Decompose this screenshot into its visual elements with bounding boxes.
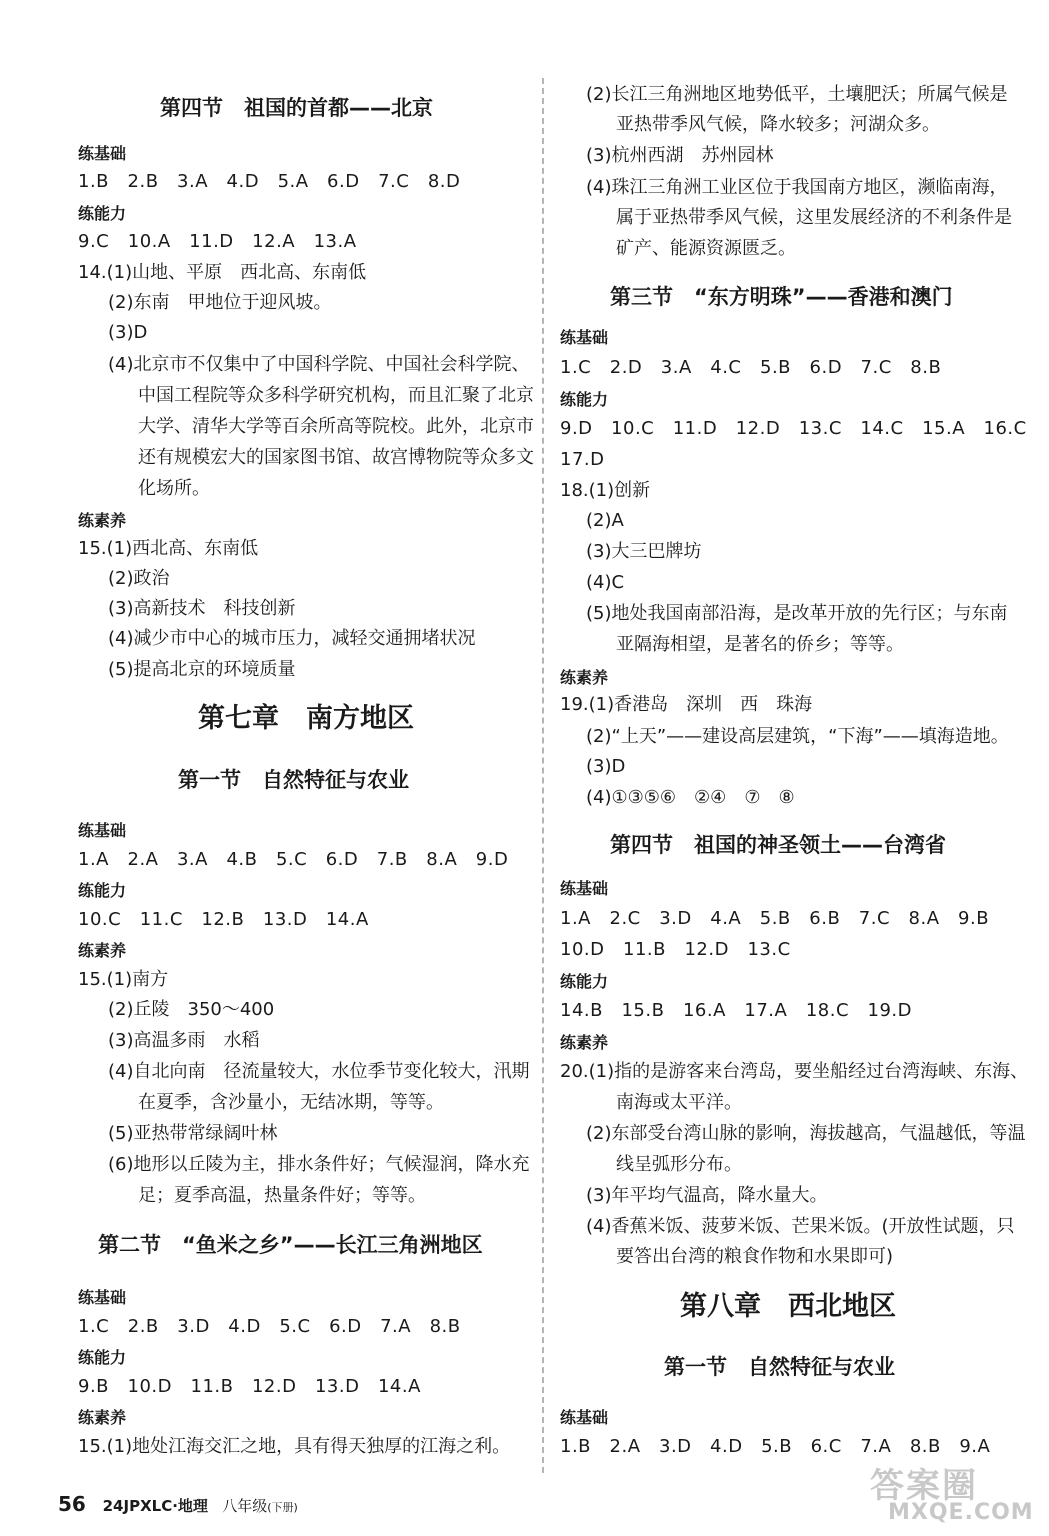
exercise-label: 练素养: [78, 511, 127, 530]
answer-line: (2)A: [586, 510, 624, 531]
answer-line: (4)自北向南 径流量较大，水位季节变化较大，汛期: [108, 1061, 530, 1082]
answer-line: 大学、清华大学等百余所高等院校。此外，北京市: [138, 416, 534, 437]
section-title: 第一节 自然特征与农业: [178, 768, 409, 792]
answer-line: 10.C 11.C 12.B 13.D 14.A: [78, 909, 369, 930]
answer-line: 1.A 2.C 3.D 4.A 5.B 6.B 7.C 8.A 9.B: [560, 908, 990, 929]
exercise-label: 练基础: [560, 328, 609, 347]
answer-line: (5)提高北京的环境质量: [108, 659, 296, 680]
exercise-label: 练能力: [560, 390, 609, 409]
answer-line: 在夏季，含沙量小，无结冰期，等等。: [138, 1092, 444, 1113]
exercise-label: 练素养: [560, 668, 609, 687]
answer-line: (2)政治: [108, 568, 170, 589]
exercise-label: 练能力: [78, 204, 127, 223]
answer-line: 1.A 2.A 3.A 4.B 5.C 6.D 7.B 8.A 9.D: [78, 849, 509, 870]
answer-line: (3)高新技术 科技创新: [108, 598, 296, 619]
answer-line: (5)亚热带常绿阔叶林: [108, 1123, 278, 1144]
answer-line: 亚隔海相望，是著名的侨乡；等等。: [616, 634, 904, 655]
answer-line: 属于亚热带季风气候，这里发展经济的不利条件是: [616, 207, 1012, 228]
answer-line: 9.D 10.C 11.D 12.D 13.C 14.C 15.A 16.C: [560, 418, 1027, 439]
answer-line: 19.(1)香港岛 深圳 西 珠海: [560, 694, 813, 715]
exercise-label: 练基础: [78, 144, 127, 163]
answer-line: 1.B 2.A 3.D 4.D 5.B 6.C 7.A 8.B 9.A: [560, 1436, 991, 1457]
answer-line: 要答出台湾的粮食作物和水果即可): [616, 1246, 894, 1267]
book-code: 24JPXLC·地理: [102, 1497, 208, 1515]
answer-line: 化场所。: [138, 478, 210, 499]
section-title: 第四节 祖国的神圣领土——台湾省: [610, 833, 946, 857]
answer-line: (4)C: [586, 572, 625, 593]
answer-line: (6)地形以丘陵为主，排水条件好；气候湿润，降水充: [108, 1154, 530, 1175]
answer-line: 9.C 10.A 11.D 12.A 13.A: [78, 231, 357, 252]
exercise-label: 练素养: [78, 1408, 127, 1427]
section-title: 第一节 自然特征与农业: [664, 1355, 895, 1379]
answer-line: 15.(1)地处江海交汇之地，具有得天独厚的江海之利。: [78, 1436, 511, 1457]
exercise-label: 练素养: [560, 1033, 609, 1052]
answer-line: 1.C 2.B 3.D 4.D 5.C 6.D 7.A 8.B: [78, 1316, 461, 1337]
answer-line: (2)丘陵 350～400: [108, 999, 275, 1020]
answer-line: (4)香蕉米饭、菠萝米饭、芒果米饭。(开放性试题，只: [586, 1216, 1015, 1237]
answer-line: (4)减少市中心的城市压力，减轻交通拥堵状况: [108, 628, 476, 649]
answer-line: 1.C 2.D 3.A 4.C 5.B 6.D 7.C 8.B: [560, 357, 942, 378]
answer-line: 14.(1)山地、平原 西北高、东南低: [78, 262, 367, 283]
answer-line: 18.(1)创新: [560, 480, 651, 501]
section-title: 第二节 “鱼米之乡”——长江三角洲地区: [98, 1233, 483, 1257]
answer-line: (2)“上天”——建设高层建筑，“下海”——填海造地。: [586, 726, 1009, 747]
page-footer: [58, 1492, 298, 1516]
watermark-text: 答案圈: [870, 1466, 978, 1506]
column-divider: [542, 78, 544, 1473]
answer-line: 15.(1)南方: [78, 969, 169, 990]
answer-line: (5)地处我国南部沿海，是改革开放的先行区；与东南: [586, 603, 1008, 624]
exercise-label: 练基础: [560, 1408, 609, 1427]
answer-line: 足；夏季高温，热量条件好；等等。: [138, 1185, 426, 1206]
exercise-label: 练基础: [78, 1288, 127, 1307]
answer-line: (3)大三巴牌坊: [586, 541, 702, 562]
answer-line: 14.B 15.B 16.A 17.A 18.C 19.D: [560, 1000, 913, 1021]
answer-line: 矿产、能源资源匮乏。: [616, 238, 796, 259]
section-title: 第四节 祖国的首都——北京: [160, 96, 433, 120]
watermark-domain: MXQE.COM: [888, 1500, 1034, 1525]
answer-line: 南海或太平洋。: [616, 1092, 742, 1113]
exercise-label: 练能力: [78, 881, 127, 900]
chapter-title: 第八章 西北地区: [680, 1291, 896, 1322]
answer-line: 1.B 2.B 3.A 4.D 5.A 6.D 7.C 8.D: [78, 171, 461, 192]
answer-line: (3)D: [586, 756, 626, 777]
answer-line: (4)珠江三角洲工业区位于我国南方地区，濒临南海，: [586, 177, 1008, 198]
answer-line: (3)高温多雨 水稻: [108, 1030, 260, 1051]
answer-line: 中国工程院等众多科学研究机构，而且汇聚了北京: [138, 385, 534, 406]
answer-line: (2)东部受台湾山脉的影响，海拔越高，气温越低，等温: [586, 1123, 1026, 1144]
answer-line: (3)杭州西湖 苏州园林: [586, 145, 774, 166]
grade-label: 八年级: [222, 1497, 268, 1515]
answer-line: 15.(1)西北高、东南低: [78, 538, 259, 559]
answer-line: 10.D 11.B 12.D 13.C: [560, 939, 791, 960]
volume-label: (下册): [267, 1501, 298, 1514]
answer-line: 还有规模宏大的国家图书馆、故宫博物院等众多文: [138, 447, 534, 468]
exercise-label: 练基础: [560, 879, 609, 898]
exercise-label: 练能力: [78, 1348, 127, 1367]
page-number: 56: [58, 1492, 86, 1516]
answer-line: (4)北京市不仅集中了中国科学院、中国社会科学院、: [108, 354, 530, 375]
exercise-label: 练能力: [560, 972, 609, 991]
answer-line: 20.(1)指的是游客来台湾岛，要坐船经过台湾海峡、东海、: [560, 1061, 1029, 1082]
answer-line: (2)长江三角洲地区地势低平，土壤肥沃；所属气候是: [586, 84, 1008, 105]
chapter-title: 第七章 南方地区: [198, 703, 414, 734]
answer-line: (3)D: [108, 322, 148, 343]
exercise-label: 练基础: [78, 821, 127, 840]
answer-line: 17.D: [560, 449, 605, 470]
section-title: 第三节 “东方明珠”——香港和澳门: [610, 285, 953, 309]
answer-line: (3)年平均气温高，降水量大。: [586, 1185, 828, 1206]
watermark-logo: [870, 1458, 1034, 1528]
answer-line: (2)东南 甲地位于迎风坡。: [108, 292, 332, 313]
answer-line: 9.B 10.D 11.B 12.D 13.D 14.A: [78, 1376, 421, 1397]
answer-line: 线呈弧形分布。: [616, 1154, 742, 1175]
answer-line: 亚热带季风气候，降水较多；河湖众多。: [616, 114, 940, 135]
exercise-label: 练素养: [78, 941, 127, 960]
answer-line: (4)①③⑤⑥ ②④ ⑦ ⑧: [586, 787, 795, 808]
